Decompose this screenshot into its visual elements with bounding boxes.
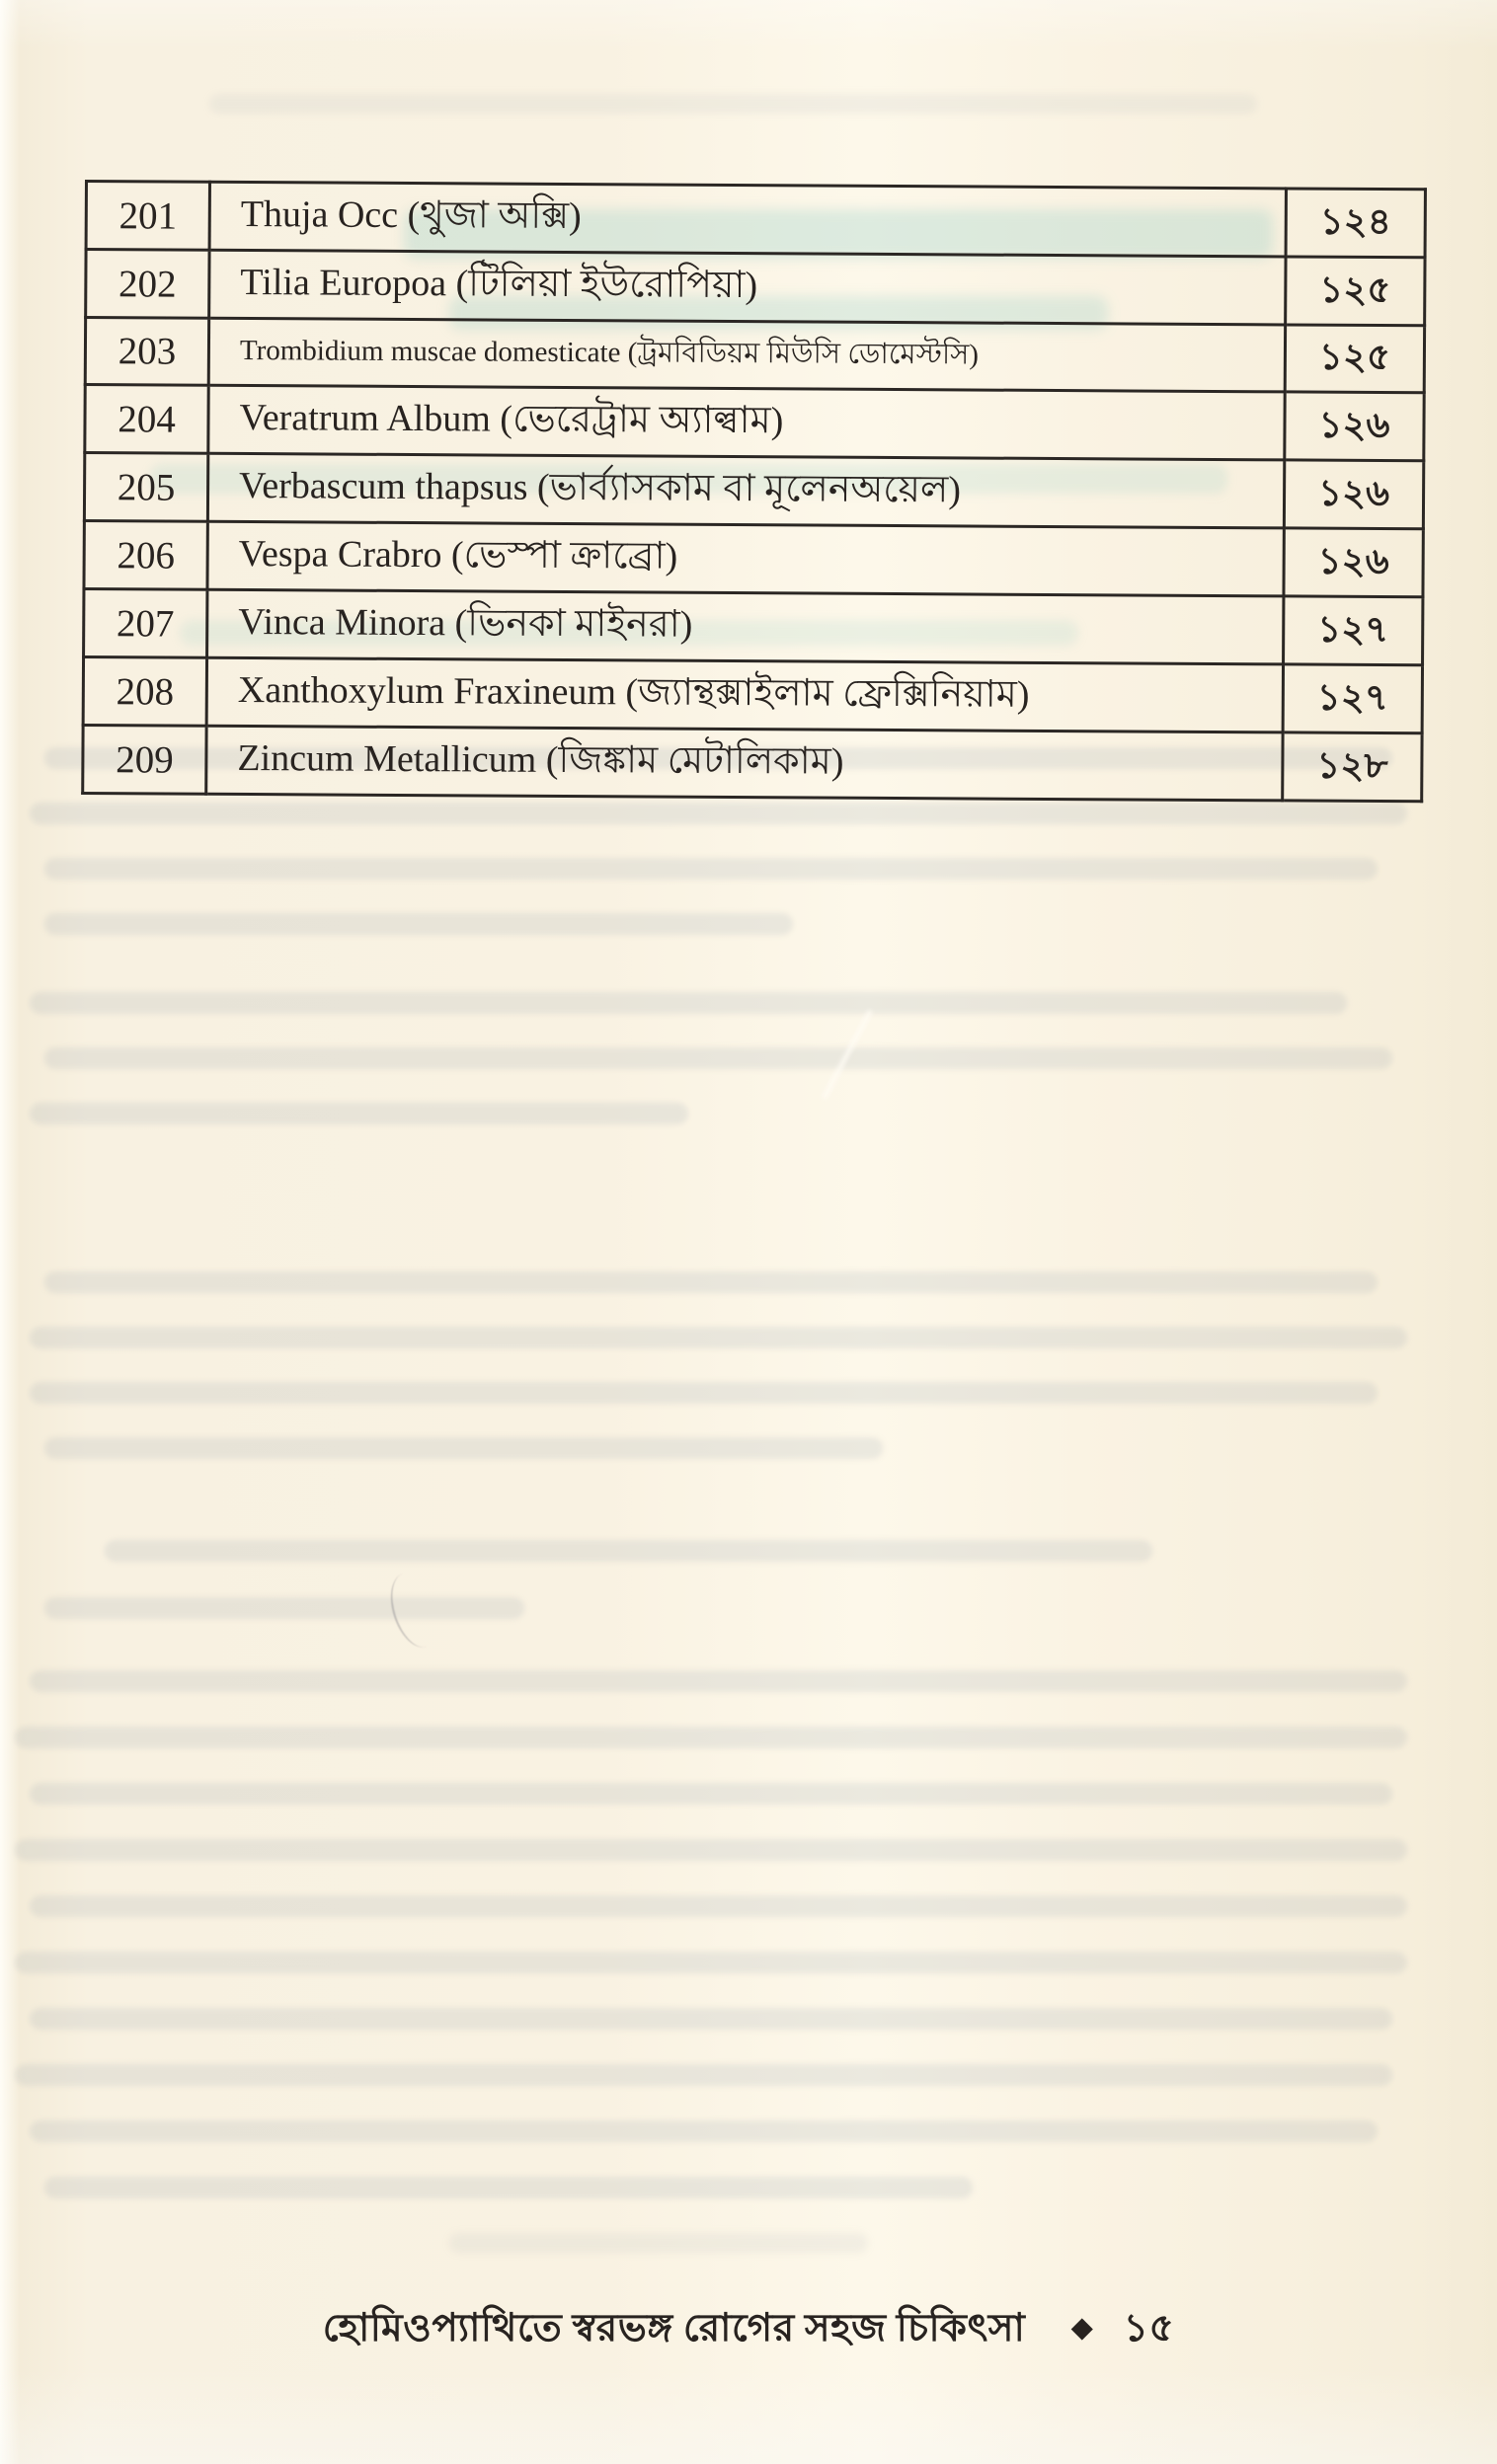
row-page: ১২৫ bbox=[1285, 325, 1424, 393]
ghost-print-line bbox=[30, 1670, 1407, 1692]
row-number: 202 bbox=[86, 250, 209, 319]
remedy-index-table bbox=[81, 180, 1427, 803]
table-row bbox=[84, 589, 1423, 665]
row-number: 206 bbox=[84, 521, 207, 590]
row-name: Trombidium muscae domesticate (ট্রমবিডিয়ম মিউসি ডোমেস্টসি) bbox=[208, 318, 1285, 392]
table-row bbox=[85, 385, 1424, 461]
table-row bbox=[83, 657, 1422, 733]
row-name: Vespa Crabro (ভেস্পা ক্রাব্রো) bbox=[207, 521, 1284, 596]
ghost-print-line bbox=[30, 1783, 1392, 1805]
row-name: Zincum Metallicum (জিঙ্কাম মেটালিকাম) bbox=[206, 726, 1283, 801]
ghost-print-line bbox=[44, 858, 1377, 880]
row-page: ১২৬ bbox=[1284, 528, 1423, 597]
row-page: ১২৪ bbox=[1286, 189, 1425, 258]
table-row bbox=[85, 318, 1424, 393]
table-row bbox=[83, 725, 1422, 801]
ghost-print-line bbox=[449, 2233, 868, 2253]
ghost-print-line bbox=[30, 2120, 1377, 2142]
ghost-print-line bbox=[30, 1327, 1407, 1348]
ghost-print-line bbox=[30, 1895, 1407, 1917]
row-page: ১২৬ bbox=[1284, 460, 1423, 529]
footer-page-number: ১৫ bbox=[1123, 2307, 1175, 2349]
scan-scratch-mark bbox=[823, 1010, 872, 1099]
row-number: 204 bbox=[85, 385, 208, 454]
ghost-print-line bbox=[209, 94, 1257, 114]
ghost-print-line bbox=[15, 1952, 1407, 1973]
row-name: Tilia Europoa (টিলিয়া ইউরোপিয়া) bbox=[209, 250, 1286, 325]
row-page: ১২৫ bbox=[1286, 257, 1425, 326]
footer-title: হোমিওপ্যাথিতে স্বরভঙ্গ রোগের সহজ চিকিৎসা bbox=[322, 2307, 1026, 2349]
row-number: 208 bbox=[83, 657, 206, 727]
ghost-print-line bbox=[15, 1839, 1407, 1861]
row-name: Veratrum Album (ভেরেট্রাম অ্যাল্বাম) bbox=[208, 385, 1285, 460]
ghost-print-line bbox=[44, 1271, 1377, 1293]
row-page: ১২৮ bbox=[1283, 732, 1422, 802]
row-number: 205 bbox=[84, 453, 207, 522]
row-number: 201 bbox=[86, 182, 209, 251]
ghost-print-line bbox=[30, 1103, 688, 1124]
row-name: Verbascum thapsus (ভার্ব্যাসকাম বা মূলেনঅয়েল) bbox=[207, 453, 1284, 528]
ghost-print-line bbox=[44, 1597, 523, 1619]
row-name: Thuja Occ (থুজা অক্সি) bbox=[209, 182, 1286, 257]
table-row bbox=[84, 521, 1423, 597]
ghost-print-line bbox=[15, 2064, 1392, 2086]
row-name: Xanthoxylum Fraxineum (জ্যান্থক্সাইলাম ফ্রেক্সিনিয়াম) bbox=[206, 657, 1283, 732]
ghost-print-line bbox=[30, 803, 1407, 824]
ghost-print-line bbox=[30, 1382, 1377, 1404]
row-number: 209 bbox=[83, 725, 206, 794]
remedy-index-table-body bbox=[83, 182, 1426, 802]
row-page: ১২৬ bbox=[1285, 392, 1424, 461]
table-row bbox=[84, 453, 1423, 529]
table-row bbox=[86, 250, 1425, 326]
row-number: 203 bbox=[85, 318, 208, 386]
ghost-print-line bbox=[30, 2008, 1392, 2030]
table-row bbox=[86, 182, 1425, 258]
ghost-print-line bbox=[105, 1540, 1152, 1562]
ghost-print-line bbox=[30, 992, 1347, 1014]
ghost-print-line bbox=[44, 1437, 883, 1459]
ghost-print-line bbox=[44, 913, 793, 935]
row-page: ১২৭ bbox=[1284, 596, 1423, 665]
diamond-icon: ◆ bbox=[1070, 2312, 1094, 2344]
page-footer bbox=[0, 2298, 1497, 2362]
ghost-print-line bbox=[44, 1047, 1391, 1069]
row-number: 207 bbox=[84, 589, 207, 658]
scan-ink-smudge bbox=[382, 1567, 447, 1654]
row-page: ১২৭ bbox=[1283, 664, 1422, 733]
ghost-print-line bbox=[15, 1727, 1407, 1748]
ghost-print-line bbox=[44, 2177, 973, 2198]
row-name: Vinca Minora (ভিনকা মাইনরা) bbox=[207, 589, 1284, 664]
